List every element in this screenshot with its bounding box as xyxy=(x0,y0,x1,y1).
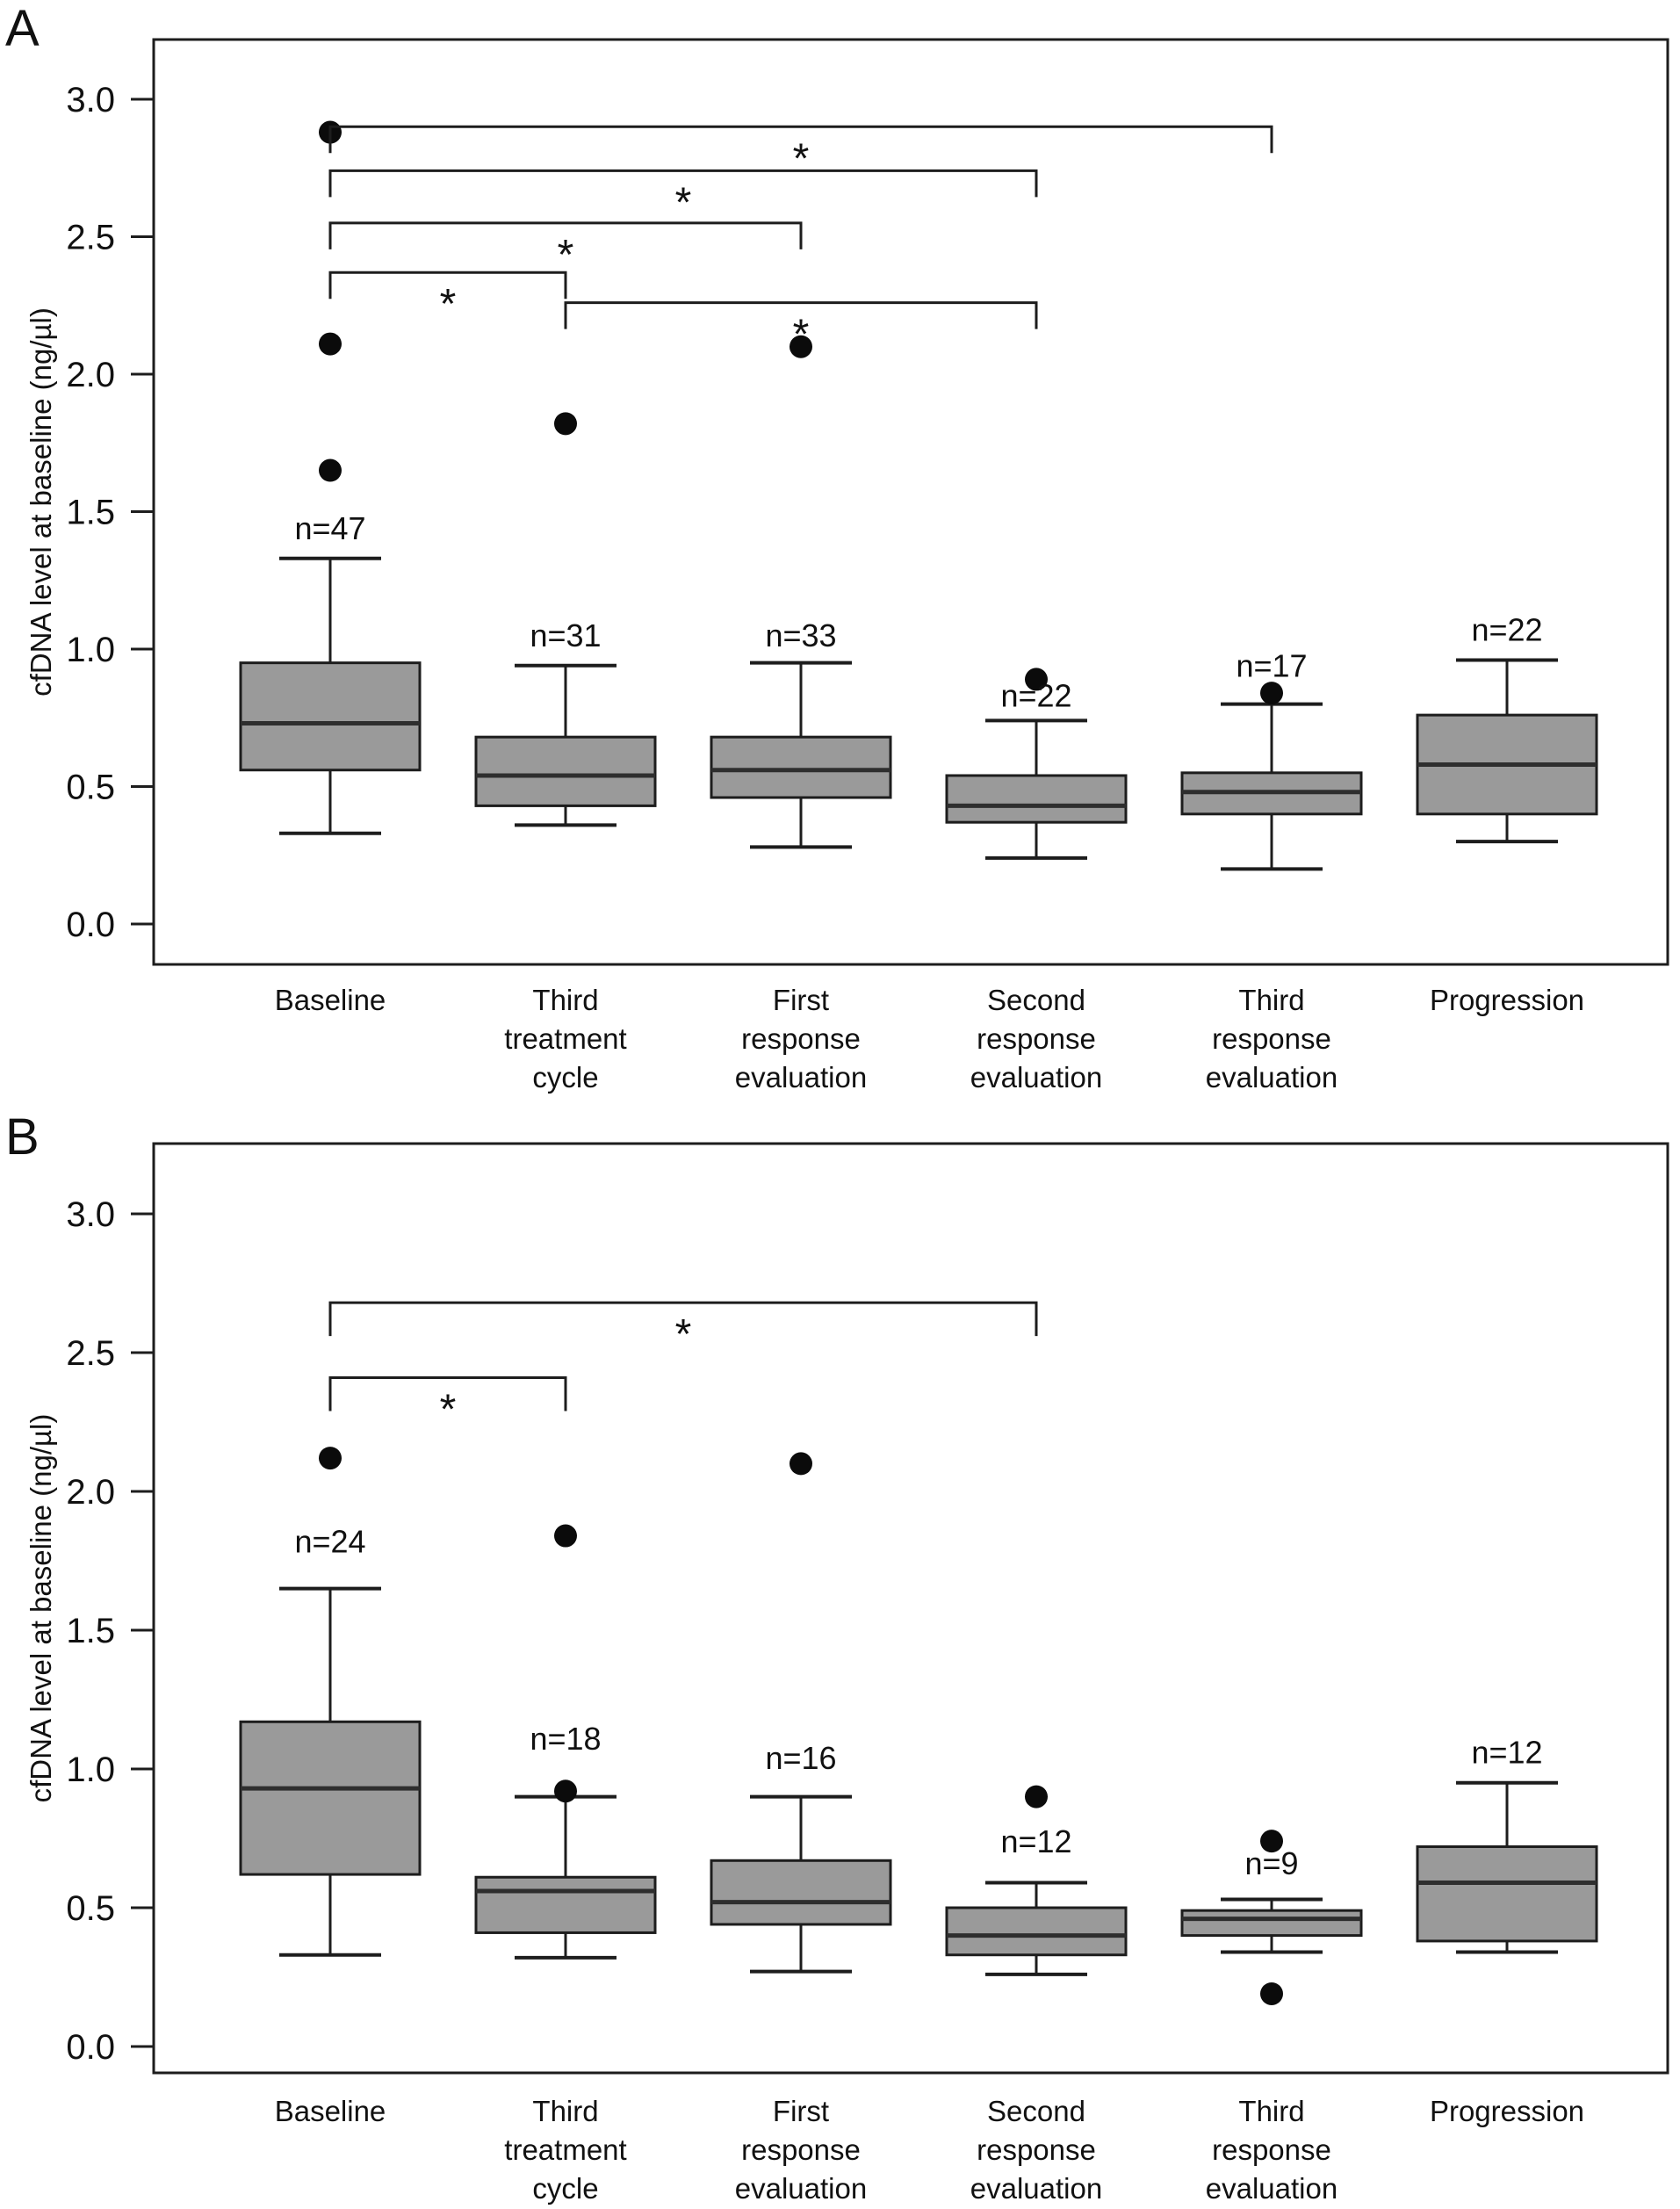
y-tick-label: 0.5 xyxy=(66,768,115,807)
x-category-label: cycle xyxy=(532,1061,599,1094)
box-group-baseline xyxy=(241,1447,420,1955)
x-category-label: evaluation xyxy=(970,1061,1103,1094)
iqr-box xyxy=(476,737,655,805)
box-group-first-response-evaluation xyxy=(711,1452,890,1971)
outlier-dot xyxy=(319,333,342,356)
significance-asterisk: * xyxy=(439,281,457,328)
x-category-label: First xyxy=(772,984,830,1016)
significance-asterisk: * xyxy=(792,311,810,358)
y-tick-label: 0.5 xyxy=(66,1889,115,1928)
box-group-third-treatment-cycle xyxy=(476,412,655,825)
x-category-label: response xyxy=(977,2133,1096,2166)
sample-size-label: n=17 xyxy=(1236,647,1308,684)
plot-frame xyxy=(154,40,1668,964)
box-group-second-response-evaluation xyxy=(947,1786,1126,1974)
y-tick-label: 1.0 xyxy=(66,1751,115,1789)
iqr-box xyxy=(476,1877,655,1932)
iqr-box xyxy=(1417,1846,1597,1940)
y-axis-label: cfDNA level at baseline (ng/µl) xyxy=(25,307,57,697)
x-category-label: Progression xyxy=(1429,984,1585,1016)
significance-asterisk: * xyxy=(674,179,692,227)
box-group-progression xyxy=(1417,612,1597,841)
x-category-label: Baseline xyxy=(274,984,386,1016)
outlier-dot xyxy=(554,1525,577,1548)
y-tick-label: 1.5 xyxy=(66,1612,115,1650)
outlier-dot xyxy=(1260,1982,1283,2005)
x-category-label: evaluation xyxy=(1205,2172,1338,2205)
sample-size-label: n=33 xyxy=(765,617,837,653)
x-category-label: Baseline xyxy=(274,2095,386,2127)
x-category-label: response xyxy=(977,1022,1096,1055)
box-group-first-response-evaluation xyxy=(711,336,890,848)
sample-size-label: n=9 xyxy=(1244,1845,1299,1882)
sample-size-label: n=16 xyxy=(765,1740,837,1776)
y-tick-label: 0.0 xyxy=(66,2028,115,2067)
panel-label-a: A xyxy=(5,0,40,57)
outlier-dot xyxy=(554,412,577,435)
iqr-box xyxy=(947,1908,1126,1955)
x-category-label: response xyxy=(741,1022,861,1055)
significance-asterisk: * xyxy=(792,135,810,183)
y-tick-label: 2.0 xyxy=(66,356,115,394)
box-group-second-response-evaluation xyxy=(947,668,1126,857)
x-category-label: response xyxy=(741,2133,861,2166)
x-category-label: Progression xyxy=(1429,2095,1585,2127)
outlier-dot xyxy=(790,1452,812,1475)
y-tick-label: 3.0 xyxy=(66,1195,115,1234)
sample-size-label: n=24 xyxy=(294,1523,366,1560)
iqr-box xyxy=(947,776,1126,822)
y-tick-label: 1.5 xyxy=(66,493,115,532)
y-axis-label: cfDNA level at baseline (ng/µl) xyxy=(25,1413,57,1803)
sample-size-label: n=31 xyxy=(530,617,602,653)
sample-size-label: n=22 xyxy=(1471,611,1543,648)
x-category-label: Second xyxy=(987,984,1085,1016)
x-category-label: evaluation xyxy=(734,2172,868,2205)
y-tick-label: 2.5 xyxy=(66,218,115,257)
x-category-label: treatment xyxy=(504,1022,627,1055)
significance-asterisk: * xyxy=(439,1386,457,1433)
iqr-box xyxy=(1182,1910,1361,1935)
x-category-label: Second xyxy=(987,2095,1085,2127)
y-tick-label: 0.0 xyxy=(66,906,115,944)
x-category-label: First xyxy=(772,2095,830,2127)
x-category-label: Third xyxy=(532,984,599,1016)
sample-size-label: n=18 xyxy=(530,1720,602,1757)
x-category-label: evaluation xyxy=(1205,1061,1338,1094)
sample-size-label: n=22 xyxy=(1000,677,1072,714)
box-group-third-treatment-cycle xyxy=(476,1525,655,1958)
box-group-third-response-evaluation xyxy=(1182,647,1361,869)
y-tick-label: 3.0 xyxy=(66,81,115,119)
panel-label-b: B xyxy=(5,1108,40,1166)
y-tick-label: 2.0 xyxy=(66,1473,115,1512)
x-category-label: Third xyxy=(1238,984,1305,1016)
x-category-label: evaluation xyxy=(734,1061,868,1094)
x-category-label: Third xyxy=(532,2095,599,2127)
box-group-third-response-evaluation xyxy=(1182,1830,1361,2005)
outlier-dot xyxy=(554,1779,577,1802)
sample-size-label: n=47 xyxy=(294,509,366,546)
outlier-dot xyxy=(319,459,342,482)
iqr-box xyxy=(241,663,420,770)
x-category-label: response xyxy=(1212,2133,1331,2166)
box-group-progression xyxy=(1417,1735,1597,1953)
sample-size-label: n=12 xyxy=(1000,1823,1072,1859)
outlier-dot xyxy=(1260,682,1283,704)
x-category-label: response xyxy=(1212,1022,1331,1055)
outlier-dot xyxy=(319,1447,342,1469)
x-category-label: cycle xyxy=(532,2172,599,2205)
panel-b xyxy=(25,1144,1668,2205)
outlier-dot xyxy=(1025,1786,1048,1808)
iqr-box xyxy=(711,1860,890,1924)
iqr-box xyxy=(711,737,890,798)
y-tick-label: 2.5 xyxy=(66,1334,115,1373)
significance-asterisk: * xyxy=(557,231,574,278)
significance-asterisk: * xyxy=(674,1311,692,1359)
sample-size-label: n=12 xyxy=(1471,1734,1543,1771)
iqr-box xyxy=(241,1722,420,1874)
x-category-label: treatment xyxy=(504,2133,627,2166)
x-category-label: evaluation xyxy=(970,2172,1103,2205)
y-tick-label: 1.0 xyxy=(66,631,115,669)
panel-a xyxy=(25,40,1668,1094)
x-category-label: Third xyxy=(1238,2095,1305,2127)
